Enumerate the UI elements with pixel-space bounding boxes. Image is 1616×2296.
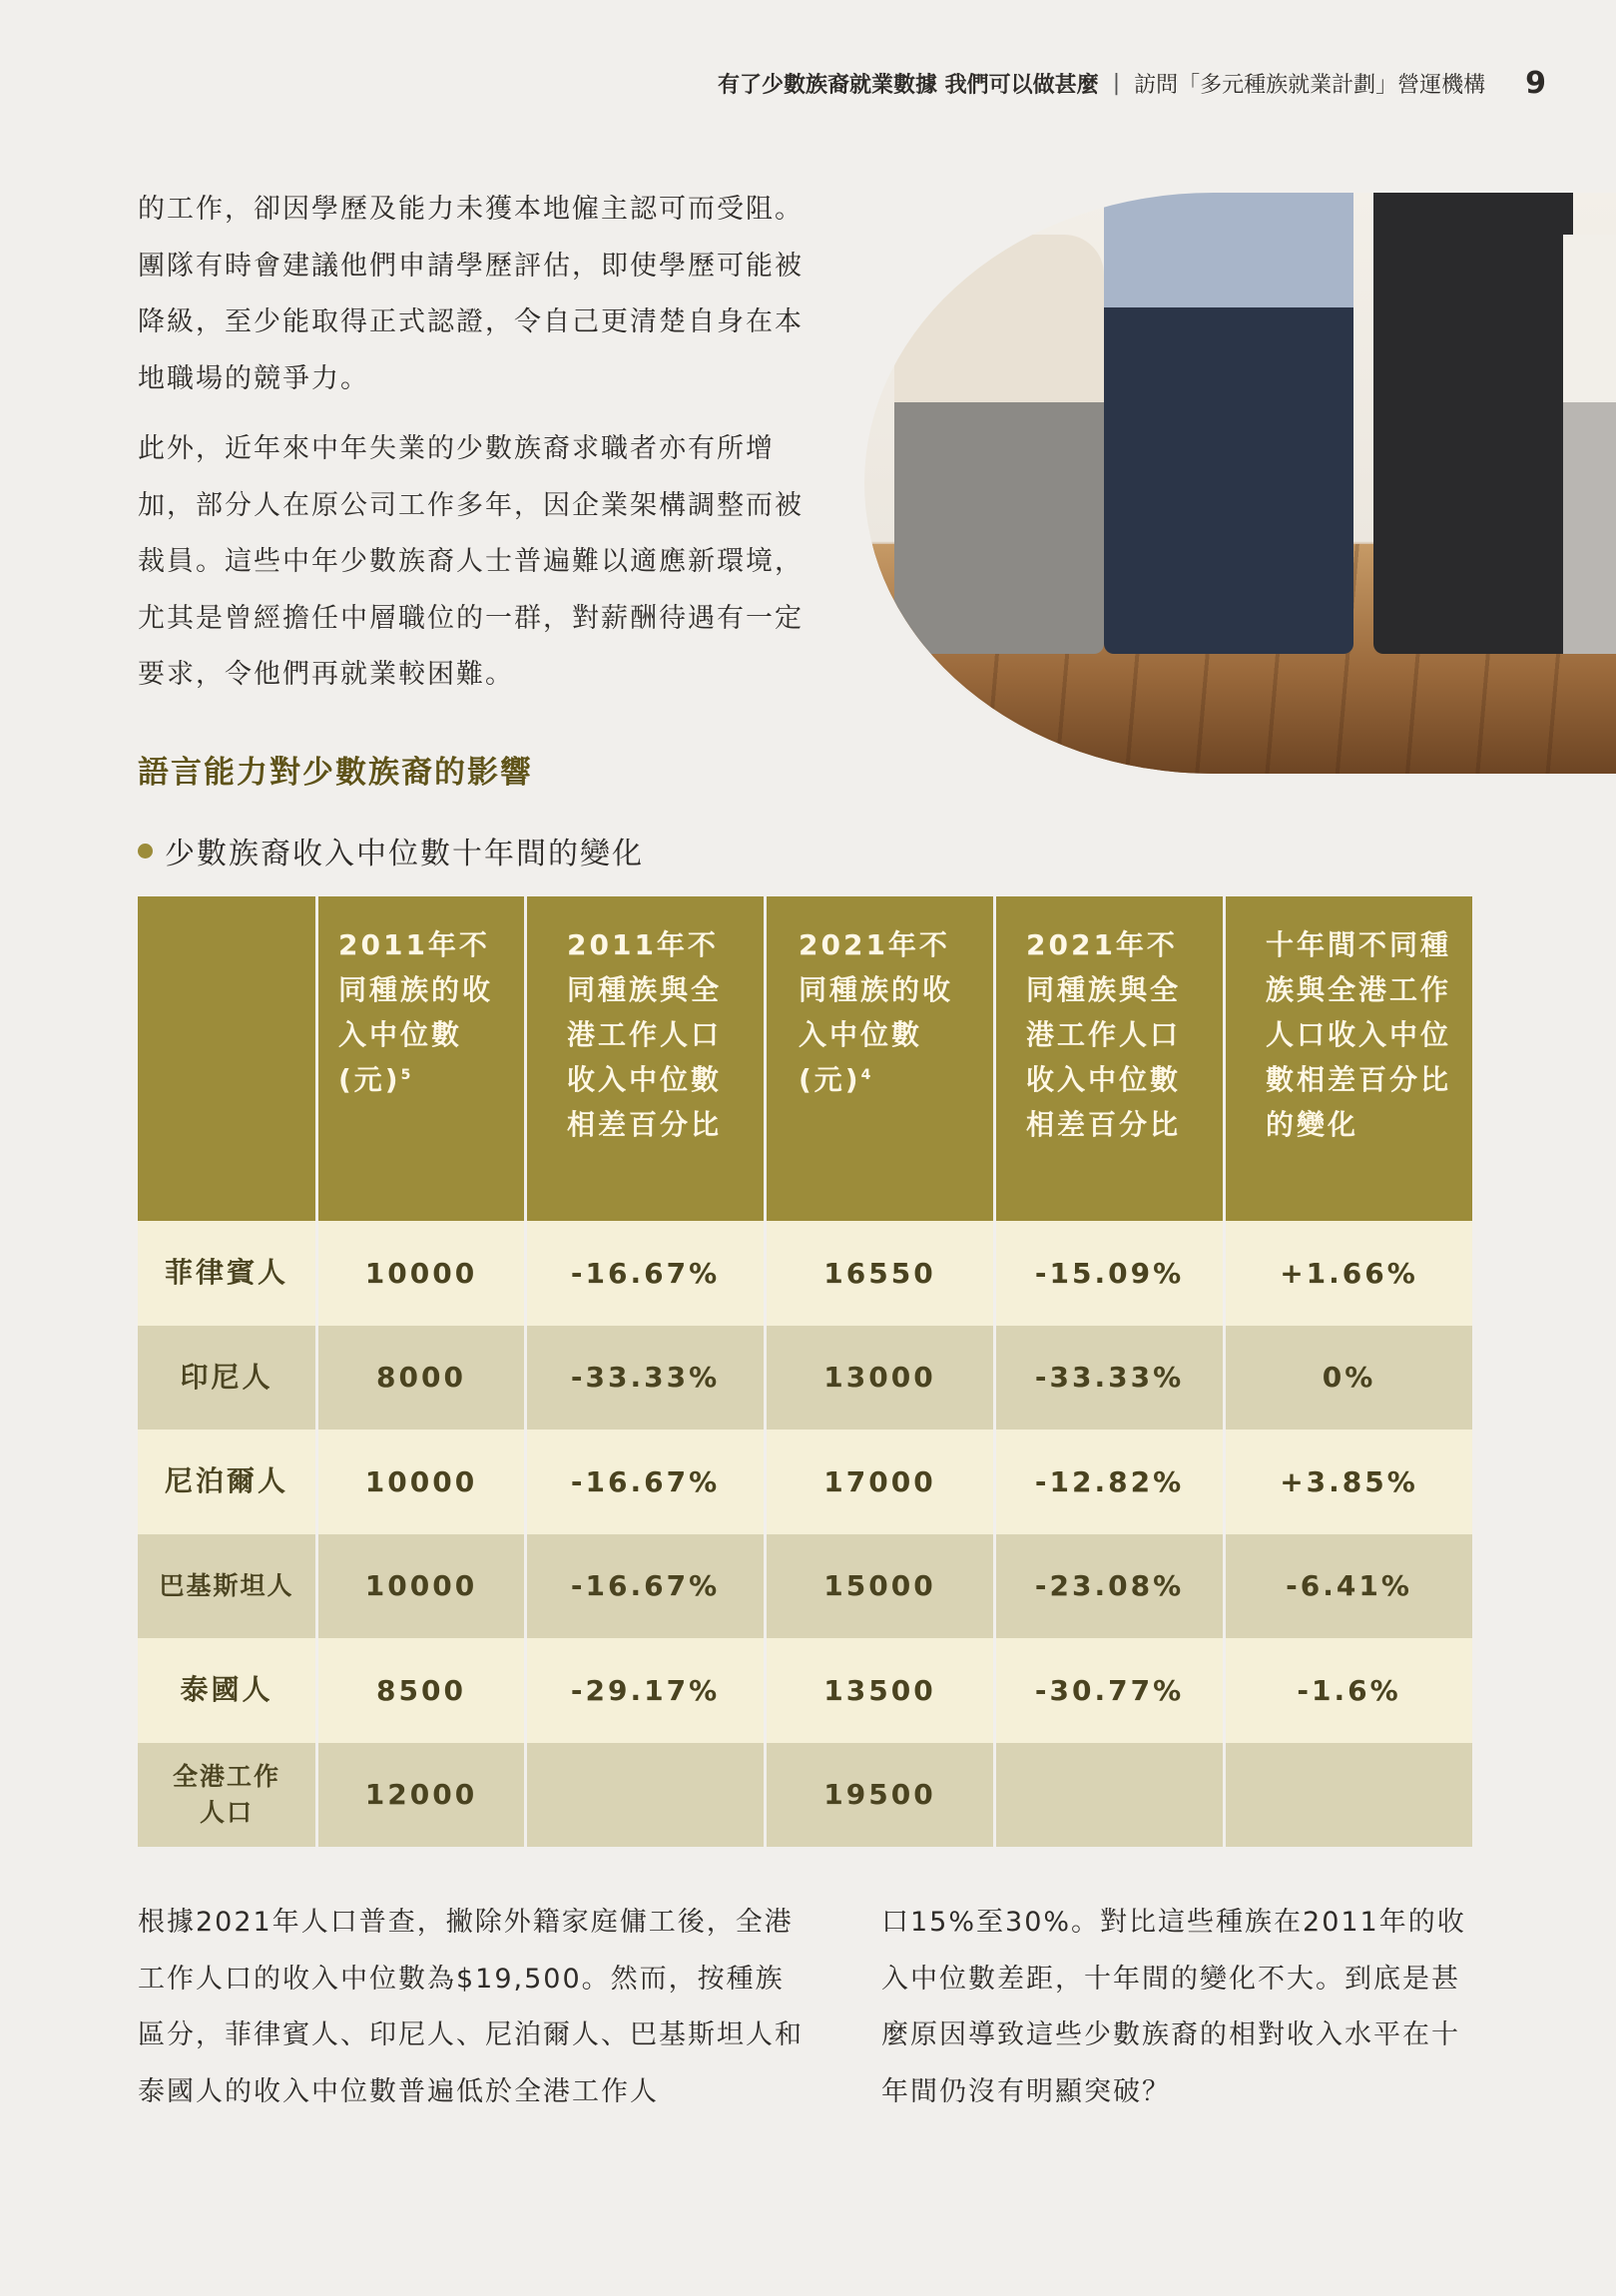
income-table [135,896,1475,1847]
table-cell [996,1743,1223,1848]
table-row [138,1221,1472,1326]
table-cell: 15000 [767,1534,993,1639]
row-label: 泰國人 [138,1638,315,1743]
table-cell: -23.08% [996,1534,1223,1639]
header-cell: 2011年不同種族與全港工作人口收入中位數相差百分比 [527,896,764,1221]
table-cell: +1.66% [1226,1221,1472,1326]
table-cell: +3.85% [1226,1430,1472,1534]
table-title [138,829,644,872]
table-title-text: 少數族裔收入中位數十年間的變化 [165,837,644,871]
bullet-dot-icon [138,844,153,859]
row-label: 菲律賓人 [138,1221,315,1326]
table-cell [1226,1743,1472,1848]
paragraph-1: 的工作，卻因學歷及能力未獲本地僱主認可而受阻。團隊有時會建議他們申請學歷評估，即使學歷可能被降級，至少能取得正式認證，令自己更清楚自身在本地職場的競爭力。 [138,194,804,394]
page-number: 9 [1525,66,1546,101]
table-cell: 19500 [767,1743,993,1848]
header-title: 有了少數族裔就業數據 我們可以做甚麼 [718,73,1099,98]
table-cell [527,1743,764,1848]
paragraph-3: 根據2021年人口普查，撇除外籍家庭傭工後，全港工作人口的收入中位數為$19,500。然而，按種族區分，菲律賓人、印尼人、尼泊爾人、巴基斯坦人和泰國人的收入中位數普遍低於全港工作人 [138,1907,804,2107]
table-cell: -33.33% [996,1326,1223,1431]
paragraph-4: 口15%至30%。對比這些種族在2011年的收入中位數差距，十年間的變化不大。到底是甚麼原因導致這些少數族裔的相對收入水平在十年間仍沒有明顯突破？ [881,1907,1466,2107]
table-row [138,1743,1472,1848]
table-row [138,1326,1472,1431]
table-cell: -30.77% [996,1638,1223,1743]
table-cell: -1.6% [1226,1638,1472,1743]
photo-person-3 [1373,193,1573,654]
photo-person-1 [894,235,1104,654]
table-cell: -29.17% [527,1638,764,1743]
table-row [138,1638,1472,1743]
row-label: 印尼人 [138,1326,315,1431]
running-header [718,66,1546,101]
header-cell [138,896,315,1221]
table-cell: -16.67% [527,1221,764,1326]
table-cell: 8500 [318,1638,524,1743]
table-cell: 10000 [318,1430,524,1534]
table-header-row [138,896,1472,1221]
table-cell: 10000 [318,1221,524,1326]
section-title: 語言能力對少數族裔的影響 [138,755,533,791]
header-cell: 2021年不同種族的收入中位數(元)$^4$ [767,896,993,1221]
header-cell: 2011年不同種族的收入中位數(元)$^5$ [318,896,524,1221]
photo-person-2 [1104,193,1353,654]
table-cell: -15.09% [996,1221,1223,1326]
table-cell: 13000 [767,1326,993,1431]
table-row [138,1534,1472,1639]
table-cell: -16.67% [527,1534,764,1639]
paragraph-2: 此外，近年來中年失業的少數族裔求職者亦有所增加，部分人在原公司工作多年，因企業架構調整而被裁員。這些中年少數族裔人士普遍難以適應新環境，尤其是曾經擔任中層職位的一群，對薪酬待遇有一定要求，令他們再就業較困難。 [138,433,804,690]
bottom-text-left [138,1895,807,2134]
row-label: 尼泊爾人 [138,1430,315,1534]
header-cell: 2021年不同種族與全港工作人口收入中位數相差百分比 [996,896,1223,1221]
table-cell: 17000 [767,1430,993,1534]
table-cell: -12.82% [996,1430,1223,1534]
header-cell: 十年間不同種族與全港工作人口收入中位數相差百分比的變化 [1226,896,1472,1221]
table-row [138,1430,1472,1534]
photo-person-4 [1563,235,1616,654]
row-label: 巴基斯坦人 [138,1534,315,1639]
table-cell: -33.33% [527,1326,764,1431]
seated-people-photo [864,193,1616,774]
header-separator: | [1112,71,1121,96]
table-cell: 16550 [767,1221,993,1326]
row-label: 全港工作人口 [138,1743,315,1848]
table-cell: 13500 [767,1638,993,1743]
bottom-text-right [881,1895,1480,2134]
intro-text-column [138,182,807,718]
table-cell: 8000 [318,1326,524,1431]
table-cell: -6.41% [1226,1534,1472,1639]
table-cell: -16.67% [527,1430,764,1534]
table-cell: 0% [1226,1326,1472,1431]
header-subtitle: 訪問「多元種族就業計劃」營運機構 [1134,73,1486,98]
table-cell: 12000 [318,1743,524,1848]
table-cell: 10000 [318,1534,524,1639]
